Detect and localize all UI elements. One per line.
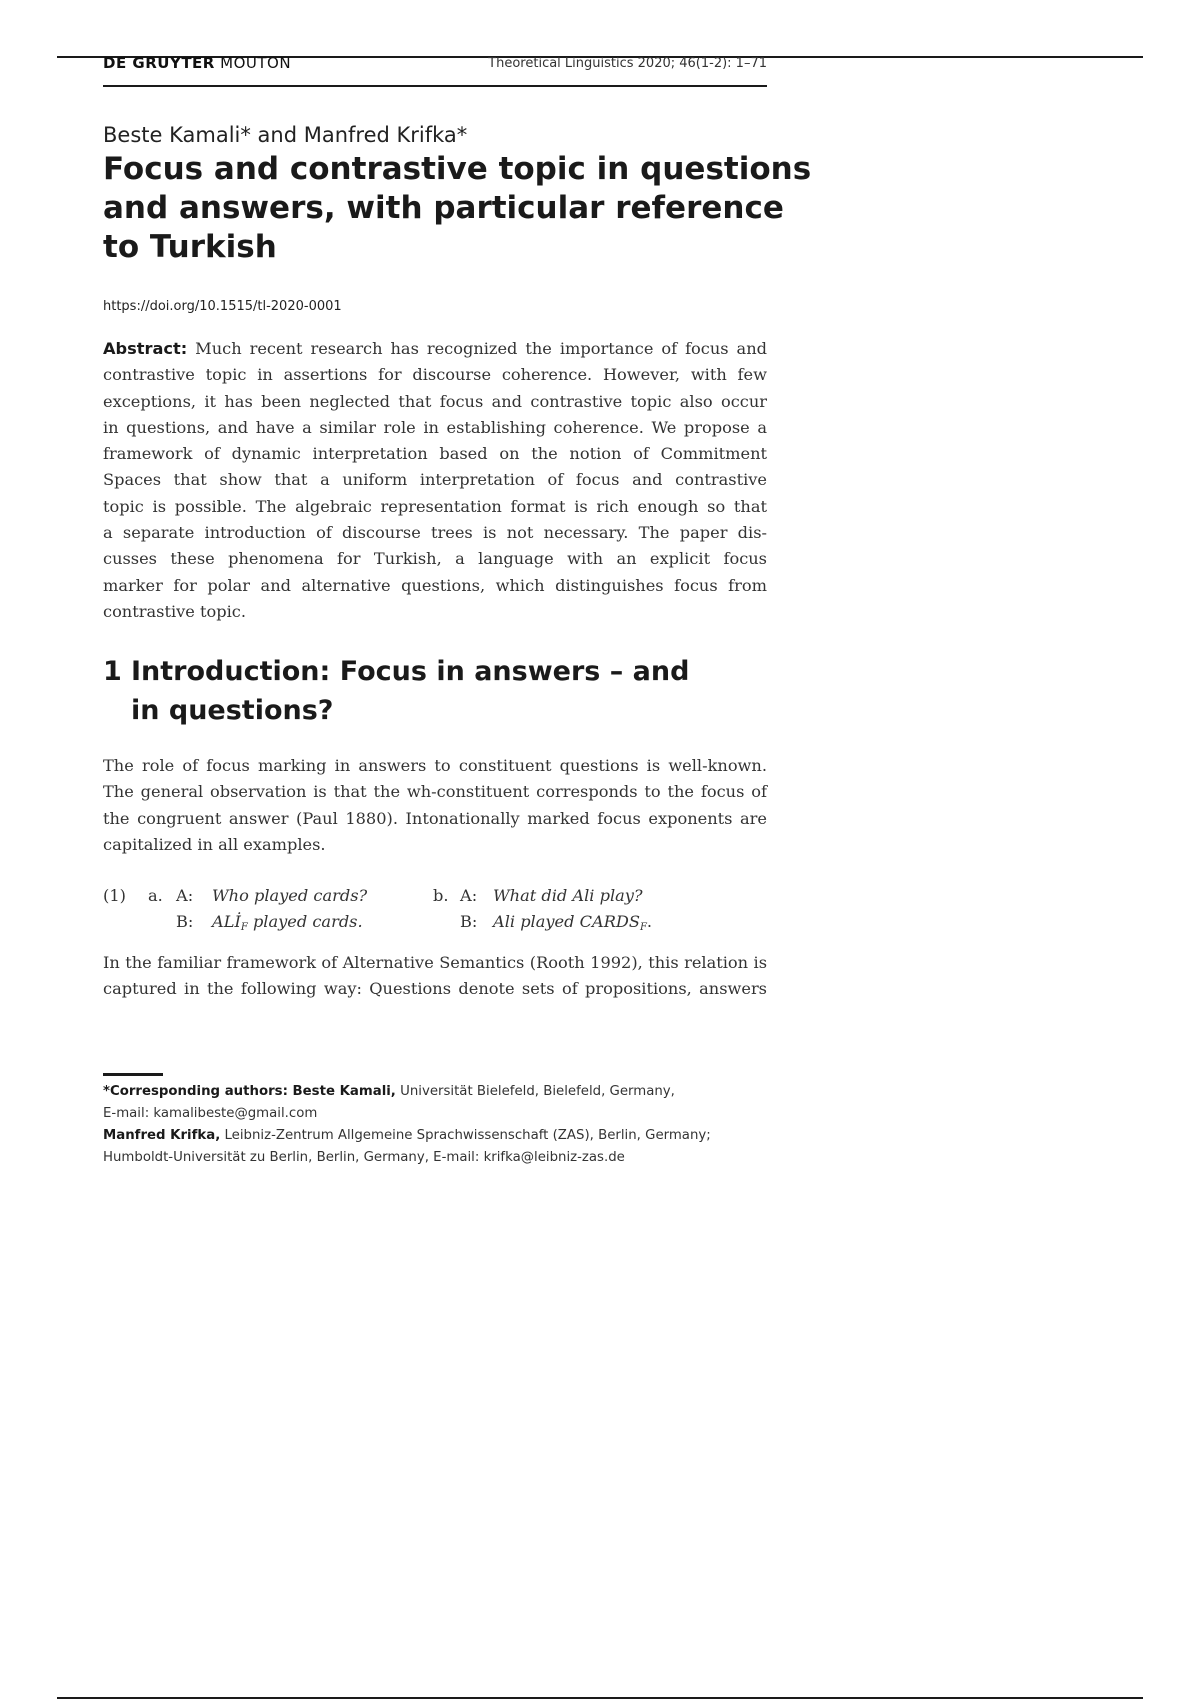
doi-link[interactable]: https://doi.org/10.1515/tl-2020-0001 bbox=[103, 299, 342, 314]
abstract-line: topic is possible. The algebraic representation format is rich enough so that bbox=[103, 496, 767, 516]
header-rule bbox=[103, 85, 767, 87]
abstract-label: Abstract: bbox=[103, 339, 188, 358]
example-answer: Ali played $CARDS_F$. bbox=[493, 912, 653, 933]
example-number: (1) bbox=[103, 886, 126, 905]
footnote-rule bbox=[103, 1073, 163, 1076]
section-title-line: Introduction: Focus in answers – and bbox=[131, 656, 690, 687]
footnote-line: Humboldt-Universität zu Berlin, Berlin, Germany, E-mail: krifka@leibniz-zas.de bbox=[103, 1150, 625, 1165]
footnote-email[interactable]: E-mail: kamalibeste@gmail.com bbox=[103, 1106, 318, 1121]
speaker-label: B: bbox=[460, 912, 478, 931]
abstract-line: framework of dynamic interpretation based on the notion of Commitment bbox=[103, 444, 767, 464]
speaker-label: A: bbox=[176, 886, 194, 905]
focus-subscript: F bbox=[639, 922, 647, 933]
example-question: What did Ali play? bbox=[493, 886, 643, 905]
title-line: to Turkish bbox=[103, 229, 277, 265]
section-title-line: in questions? bbox=[131, 695, 334, 726]
journal-citation: Theoretical Linguistics 2020; 46(1-2): 1–71 bbox=[488, 56, 767, 71]
example-answer: $ALİ_F$ played cards. bbox=[212, 912, 363, 933]
example-question: Who played cards? bbox=[212, 886, 368, 905]
focus-subscript: F bbox=[240, 922, 248, 933]
example-a-label: a. bbox=[148, 886, 163, 905]
section-number: 1 bbox=[103, 656, 122, 687]
paragraph-line: captured in the following way: Questions denote sets of propositions, answers bbox=[103, 979, 767, 999]
section-heading bbox=[103, 652, 767, 730]
body-paragraph bbox=[103, 950, 767, 1003]
running-head bbox=[103, 54, 767, 74]
abstract-line: Abstract: Much recent research has recognized the importance of focus and bbox=[103, 339, 767, 358]
article-authors: Beste Kamali* and Manfred Krifka* bbox=[103, 123, 468, 147]
paragraph-line: The general observation is that the wh-constituent corresponds to the focus of bbox=[103, 782, 767, 802]
abstract-line: Spaces that show that a uniform interpretation of focus and contrastive bbox=[103, 470, 767, 490]
paragraph-line: capitalized in all examples. bbox=[103, 834, 326, 854]
abstract-line: marker for polar and alternative questions, which distinguishes focus from bbox=[103, 575, 767, 595]
abstract-line: exceptions, it has been neglected that focus and contrastive topic also occur bbox=[103, 391, 767, 411]
title-line: and answers, with particular reference bbox=[103, 190, 784, 226]
footnotes bbox=[103, 1081, 767, 1169]
example-b-label: b. bbox=[433, 886, 449, 905]
footnote-line: Manfred Krifka, Leibniz-Zentrum Allgemeine Sprachwissenschaft (ZAS), Berlin, Germany; bbox=[103, 1128, 711, 1143]
publisher-name: DE GRUYTER MOUTON bbox=[103, 54, 292, 72]
paragraph-line: The role of focus marking in answers to constituent questions is well-known. bbox=[103, 756, 767, 775]
abstract-line: in questions, and have a similar role in establishing coherence. We propose a bbox=[103, 417, 767, 437]
abstract-line: cusses these phenomena for Turkish, a language with an explicit focus bbox=[103, 549, 767, 569]
abstract-line: a separate introduction of discourse trees is not necessary. The paper dis- bbox=[103, 523, 767, 543]
speaker-label: B: bbox=[176, 912, 194, 931]
intro-paragraph bbox=[103, 753, 767, 858]
bottom-page-rule bbox=[57, 1697, 1143, 1699]
article-title bbox=[103, 150, 812, 267]
speaker-label: A: bbox=[460, 886, 478, 905]
abstract-line: contrastive topic in assertions for discourse coherence. However, with few bbox=[103, 365, 767, 385]
paragraph-line: the congruent answer (Paul 1880). Intonationally marked focus exponents are bbox=[103, 808, 767, 828]
title-line: Focus and contrastive topic in questions bbox=[103, 151, 812, 187]
footnote-line: *Corresponding authors: Beste Kamali, Universität Bielefeld, Bielefeld, Germany, bbox=[103, 1084, 675, 1099]
paragraph-line: In the familiar framework of Alternative Semantics (Rooth 1992), this relation is bbox=[103, 953, 767, 972]
abstract-line: contrastive topic. bbox=[103, 601, 246, 621]
abstract bbox=[103, 336, 767, 625]
